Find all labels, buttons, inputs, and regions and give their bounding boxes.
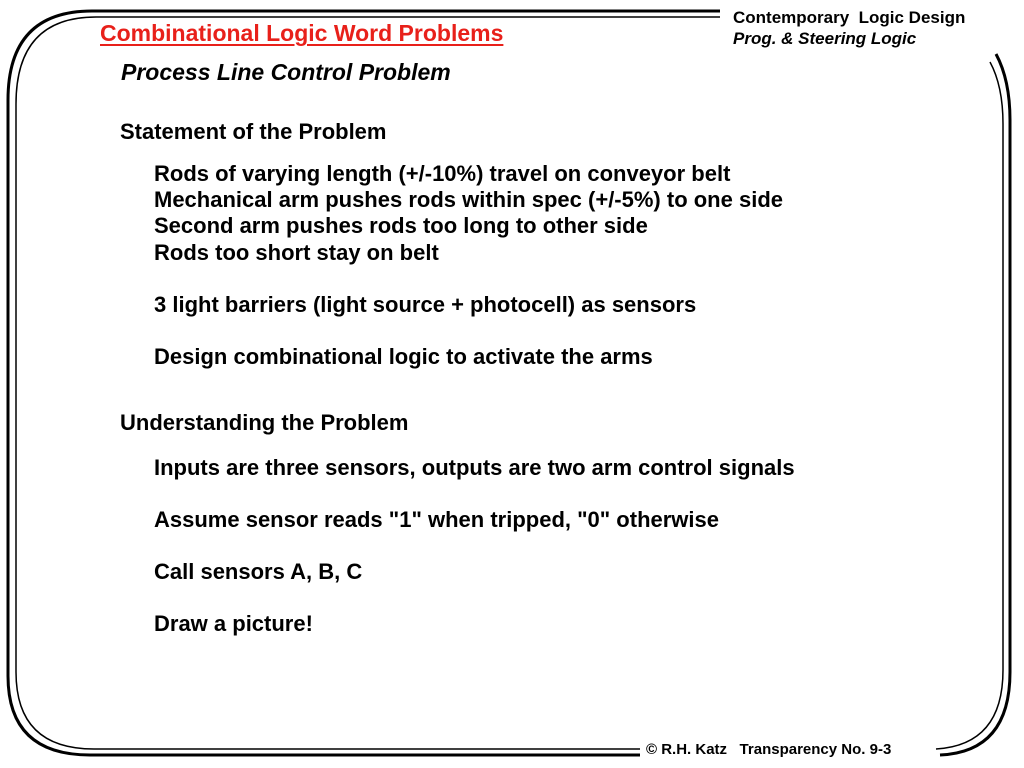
chapter-name: Prog. & Steering Logic — [733, 29, 917, 48]
statement-line: 3 light barriers (light source + photocell) as sensors — [154, 292, 697, 317]
understanding-line: Inputs are three sensors, outputs are two arm control signals — [154, 455, 795, 480]
understanding-heading: Understanding the Problem — [120, 410, 409, 435]
statement-heading: Statement of the Problem — [120, 119, 387, 144]
slide-subtitle: Process Line Control Problem — [121, 59, 451, 85]
statement-line: Rods of varying length (+/-10%) travel on conveyor belt — [154, 161, 731, 186]
slide-title: Combinational Logic Word Problems — [96, 20, 507, 49]
statement-line: Mechanical arm pushes rods within spec (+/-5%) to one side — [154, 187, 783, 212]
understanding-line: Assume sensor reads "1" when tripped, "0" otherwise — [154, 507, 720, 532]
course-name: Contemporary Logic Design — [733, 8, 966, 27]
statement-line: Second arm pushes rods too long to other side — [154, 213, 648, 238]
slide-footer: © R.H. Katz Transparency No. 9-3 — [640, 741, 897, 758]
course-header — [733, 7, 965, 49]
statement-line: Design combinational logic to activate the arms — [154, 344, 653, 369]
understanding-line: Call sensors A, B, C — [154, 559, 363, 584]
statement-line: Rods too short stay on belt — [154, 240, 439, 265]
understanding-line: Draw a picture! — [154, 611, 313, 636]
